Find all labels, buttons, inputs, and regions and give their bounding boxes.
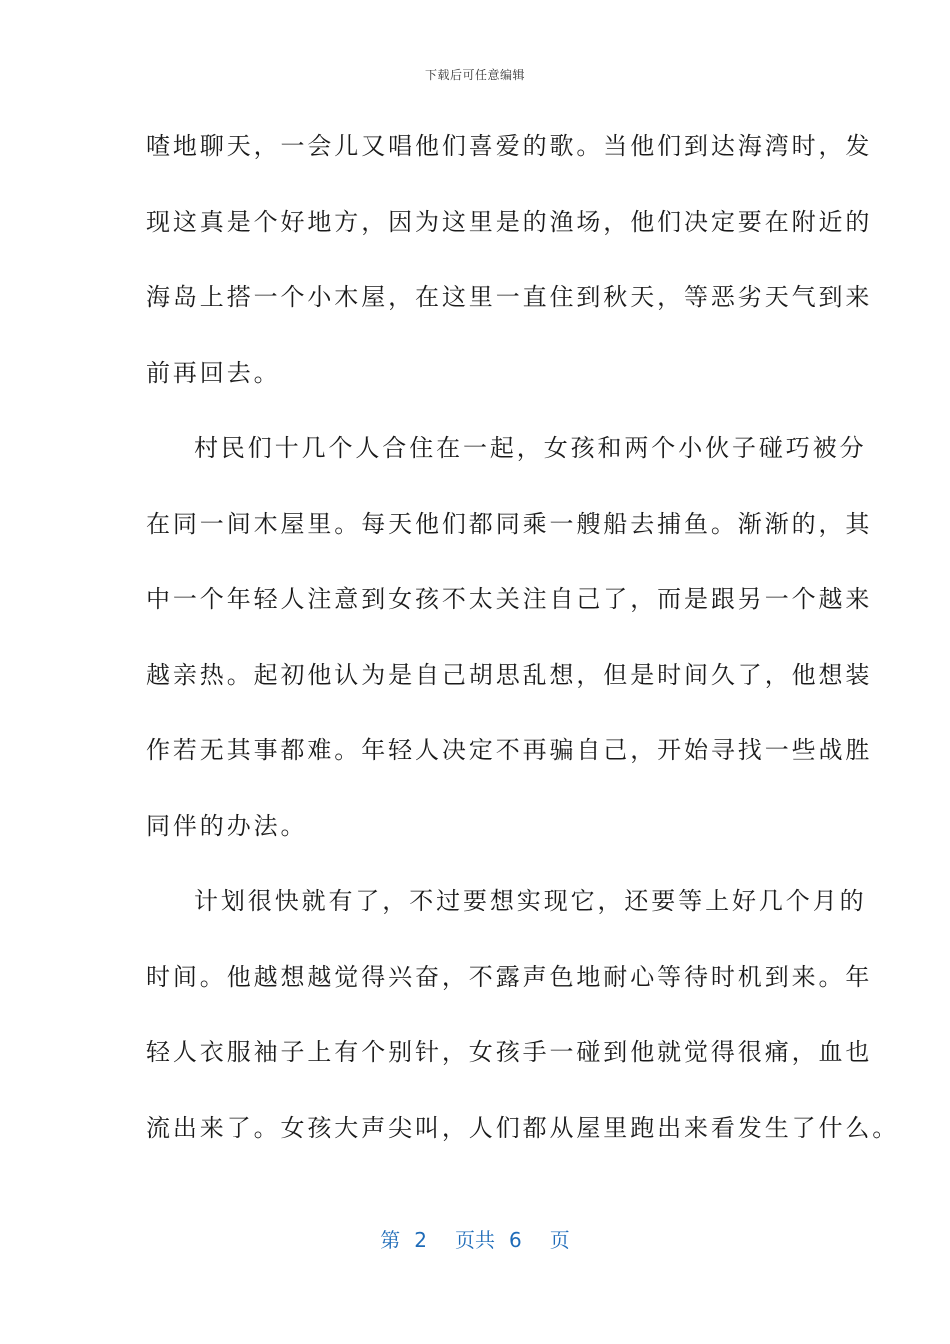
current-page-number: 2	[414, 1228, 427, 1252]
text-line: 时间。他越想越觉得兴奋，不露声色地耐心等待时机到来。年	[146, 962, 873, 991]
page-header: 下载后可任意编辑	[424, 68, 525, 82]
paragraph-first-line: 计划很快就有了，不过要想实现它，还要等上好几个月的	[194, 887, 867, 915]
total-pages-number: 6	[509, 1228, 522, 1252]
text-line: 现这真是个好地方，因为这里是的渔场，他们决定要在附近的	[146, 207, 873, 236]
text-line: 前再回去。	[146, 358, 281, 387]
paragraph-first-line: 村民们十几个人合住在一起，女孩和两个小伙子碰巧被分	[194, 434, 867, 462]
text-line: 在同一间木屋里。每天他们都同乘一艘船去捕鱼。渐渐的，其	[146, 509, 873, 538]
text-line: 轻人衣服袖子上有个别针，女孩手一碰到他就觉得很痛，血也	[146, 1038, 873, 1066]
page-footer	[0, 1224, 950, 1253]
text-line: 中一个年轻人注意到女孩不太关注自己了，而是跟另一个越来	[146, 585, 873, 613]
document-body	[146, 118, 900, 1175]
text-line: 海岛上搭一个小木屋，在这里一直住到秋天，等恶劣天气到来	[146, 283, 873, 311]
footer-prefix: 第	[380, 1228, 401, 1252]
text-line: 喳地聊天，一会儿又唱他们喜爱的歌。当他们到达海湾时，发	[146, 132, 873, 160]
text-line: 同伴的办法。	[146, 811, 308, 840]
text-line: 作若无其事都难。年轻人决定不再骗自己，开始寻找一些战胜	[146, 736, 873, 764]
footer-middle: 页共	[455, 1228, 495, 1252]
text-line: 流出来了。女孩大声尖叫，人们都从屋里跑出来看发生了什么。	[146, 1113, 900, 1142]
text-line: 越亲热。起初他认为是自己胡思乱想，但是时间久了，他想装	[146, 660, 873, 689]
footer-suffix: 页	[549, 1228, 570, 1252]
